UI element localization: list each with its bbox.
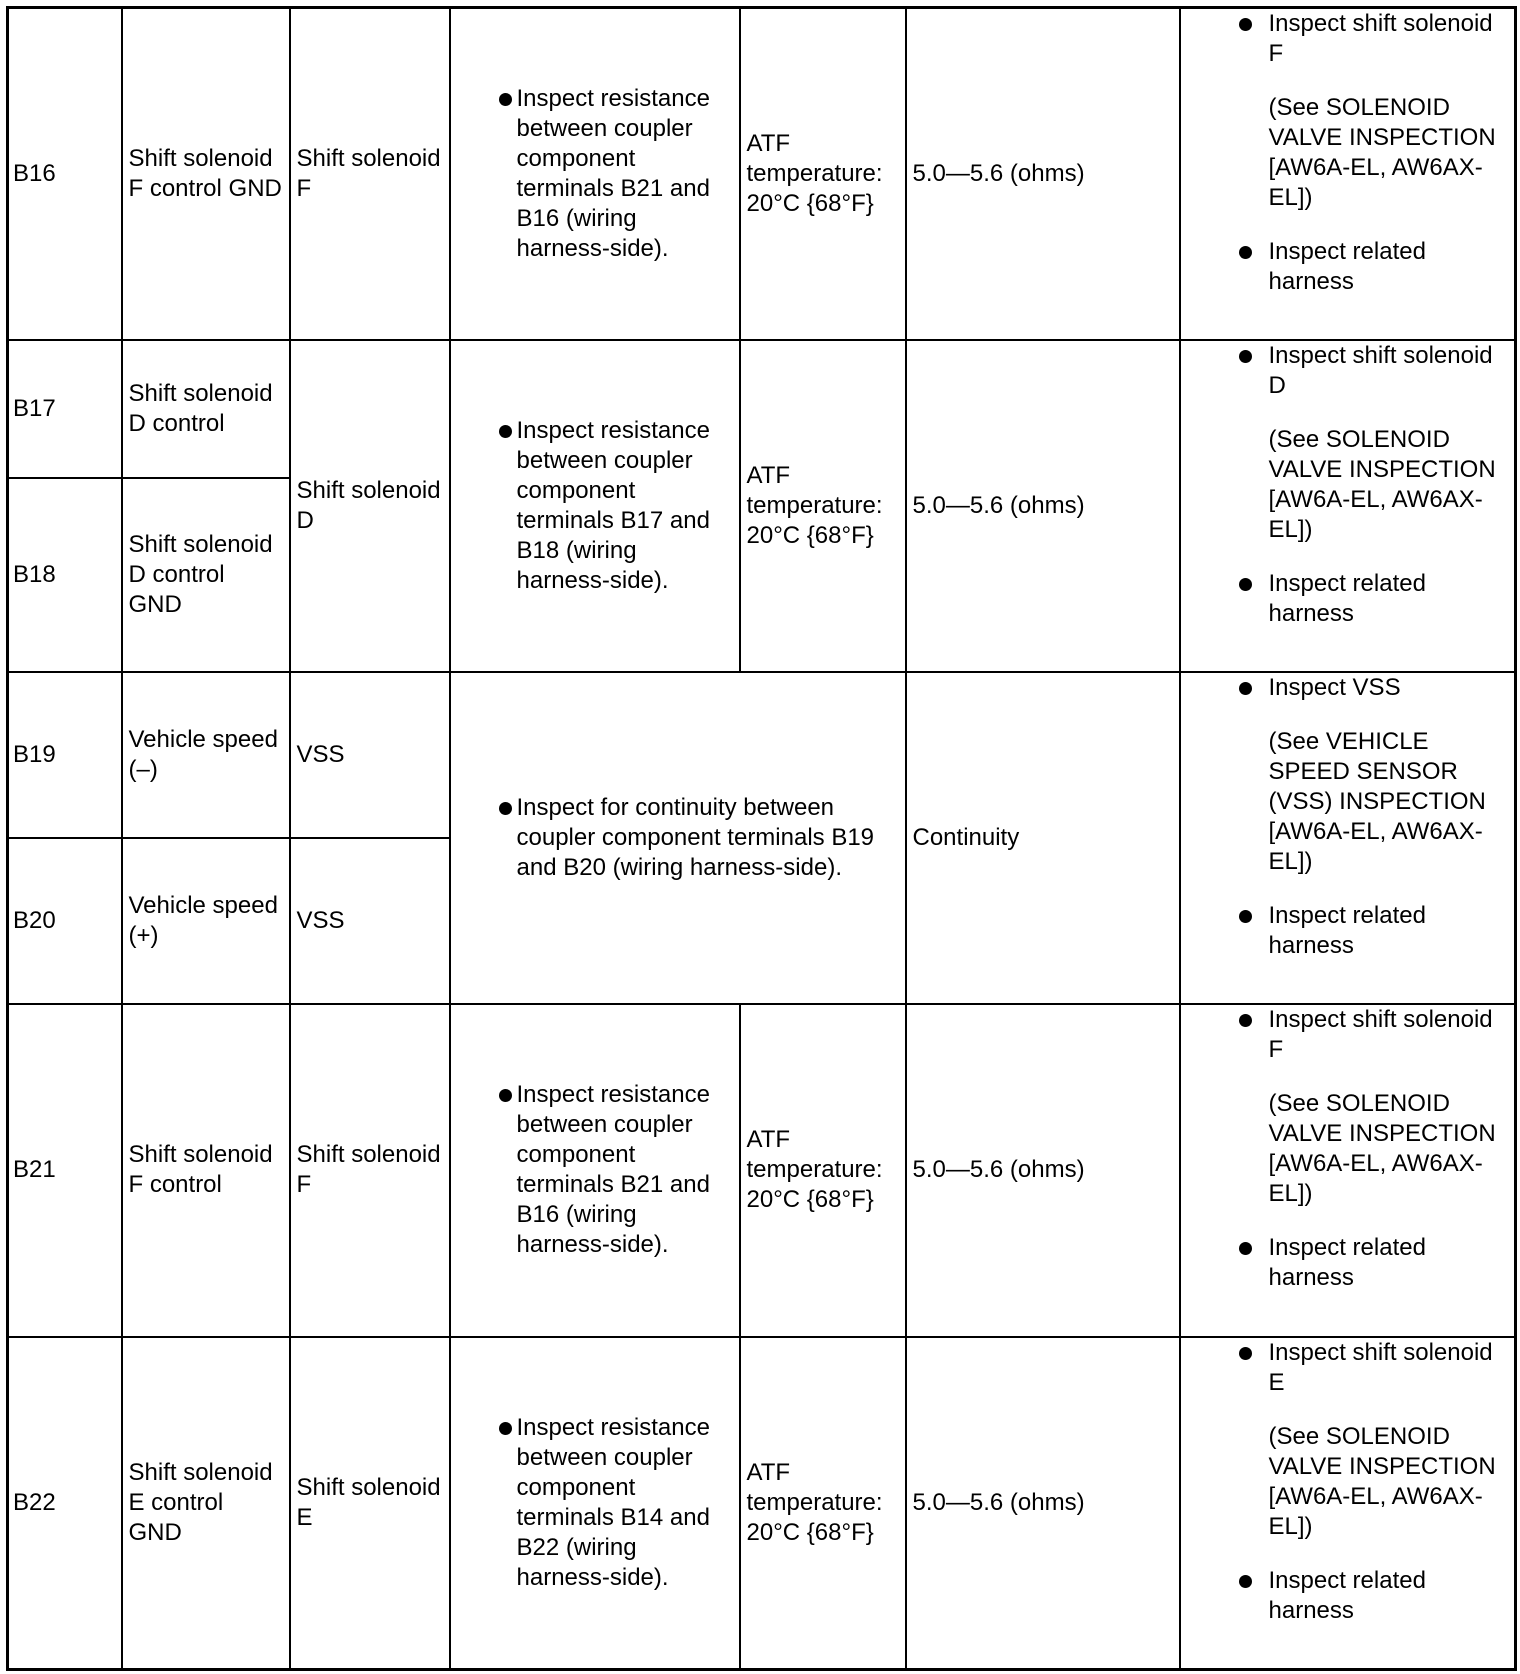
standard-cell: 5.0—5.6 (ohms) [906, 340, 1180, 672]
standard-cell: Continuity [906, 672, 1180, 1004]
action-item: Inspect shift solenoid F [1187, 9, 1509, 69]
condition-cell: ATF temperature: 20°C {68°F} [740, 1337, 906, 1670]
terminal-cell: B20 [8, 838, 122, 1004]
action-item: Inspect VSS [1187, 673, 1509, 703]
action-item: Inspect related harness [1187, 901, 1509, 961]
condition-cell: ATF temperature: 20°C {68°F} [740, 340, 906, 672]
test-item-text: Inspect for continuity between coupler component terminals B19 and B20 (wiring harness-side). [457, 793, 899, 883]
action-item: Inspect shift solenoid F [1187, 1005, 1509, 1065]
action-item: Inspect related harness [1187, 237, 1509, 297]
signal-cell: Shift solenoid E control GND [122, 1337, 290, 1670]
standard-cell: 5.0—5.6 (ohms) [906, 8, 1180, 340]
terminal-cell: B22 [8, 1337, 122, 1670]
terminal-cell: B19 [8, 672, 122, 838]
action-cell [1180, 672, 1516, 1004]
action-reference: (See SOLENOID VALVE INSPECTION [AW6A-EL, AW6AX-EL]) [1268, 1422, 1496, 1540]
standard-cell: 5.0—5.6 (ohms) [906, 1337, 1180, 1670]
test-item-text: Inspect resistance between coupler component terminals B21 and B16 (wiring harness-side). [457, 1080, 733, 1260]
test-item-cell [450, 340, 740, 672]
connected-to-cell: VSS [290, 838, 450, 1004]
standard-cell: 5.0—5.6 (ohms) [906, 1004, 1180, 1337]
signal-cell: Shift solenoid F control [122, 1004, 290, 1337]
connected-to-cell: Shift solenoid F [290, 1004, 450, 1337]
test-item-text: Inspect resistance between coupler component terminals B21 and B16 (wiring harness-side). [457, 84, 733, 264]
condition-cell: ATF temperature: 20°C {68°F} [740, 8, 906, 340]
connected-to-cell: VSS [290, 672, 450, 838]
connected-to-cell: Shift solenoid F [290, 8, 450, 340]
action-item: Inspect shift solenoid D [1187, 341, 1509, 401]
action-reference: (See VEHICLE SPEED SENSOR (VSS) INSPECTION [AW6A-EL, AW6AX-EL]) [1268, 727, 1486, 875]
terminal-cell: B17 [8, 340, 122, 478]
action-reference: (See SOLENOID VALVE INSPECTION [AW6A-EL, AW6AX-EL]) [1268, 94, 1496, 211]
action-cell [1180, 1004, 1516, 1337]
action-item: Inspect related harness [1187, 1566, 1509, 1626]
terminal-cell: B18 [8, 478, 122, 672]
terminal-inspection-table [6, 6, 1517, 1671]
signal-cell: Vehicle speed (–) [122, 672, 290, 838]
signal-cell: Shift solenoid F control GND [122, 8, 290, 340]
connected-to-cell: Shift solenoid D [290, 340, 450, 672]
test-item-text: Inspect resistance between coupler component terminals B17 and B18 (wiring harness-side). [457, 416, 733, 596]
test-item-cell [450, 8, 740, 340]
action-reference: (See SOLENOID VALVE INSPECTION [AW6A-EL, AW6AX-EL]) [1268, 1089, 1496, 1207]
table-row-b19 [8, 672, 1516, 838]
condition-cell: ATF temperature: 20°C {68°F} [740, 1004, 906, 1337]
action-item: Inspect related harness [1187, 569, 1509, 629]
action-reference: (See SOLENOID VALVE INSPECTION [AW6A-EL, AW6AX-EL]) [1268, 425, 1496, 543]
terminal-cell: B21 [8, 1004, 122, 1337]
action-item: Inspect related harness [1187, 1233, 1509, 1293]
connected-to-cell: Shift solenoid E [290, 1337, 450, 1670]
action-cell [1180, 8, 1516, 340]
test-item-text: Inspect resistance between coupler component terminals B14 and B22 (wiring harness-side). [457, 1413, 733, 1593]
table-row-b17 [8, 340, 1516, 478]
test-item-cell [450, 1004, 740, 1337]
signal-cell: Shift solenoid D control [122, 340, 290, 478]
action-cell [1180, 1337, 1516, 1670]
signal-cell: Vehicle speed (+) [122, 838, 290, 1004]
signal-cell: Shift solenoid D control GND [122, 478, 290, 672]
test-item-cell [450, 672, 906, 1004]
table-row-b16 [8, 8, 1516, 340]
table-row-b21 [8, 1004, 1516, 1337]
action-cell [1180, 340, 1516, 672]
action-item: Inspect shift solenoid E [1187, 1338, 1509, 1398]
test-item-cell [450, 1337, 740, 1670]
terminal-cell: B16 [8, 8, 122, 340]
table-row-b22 [8, 1337, 1516, 1670]
